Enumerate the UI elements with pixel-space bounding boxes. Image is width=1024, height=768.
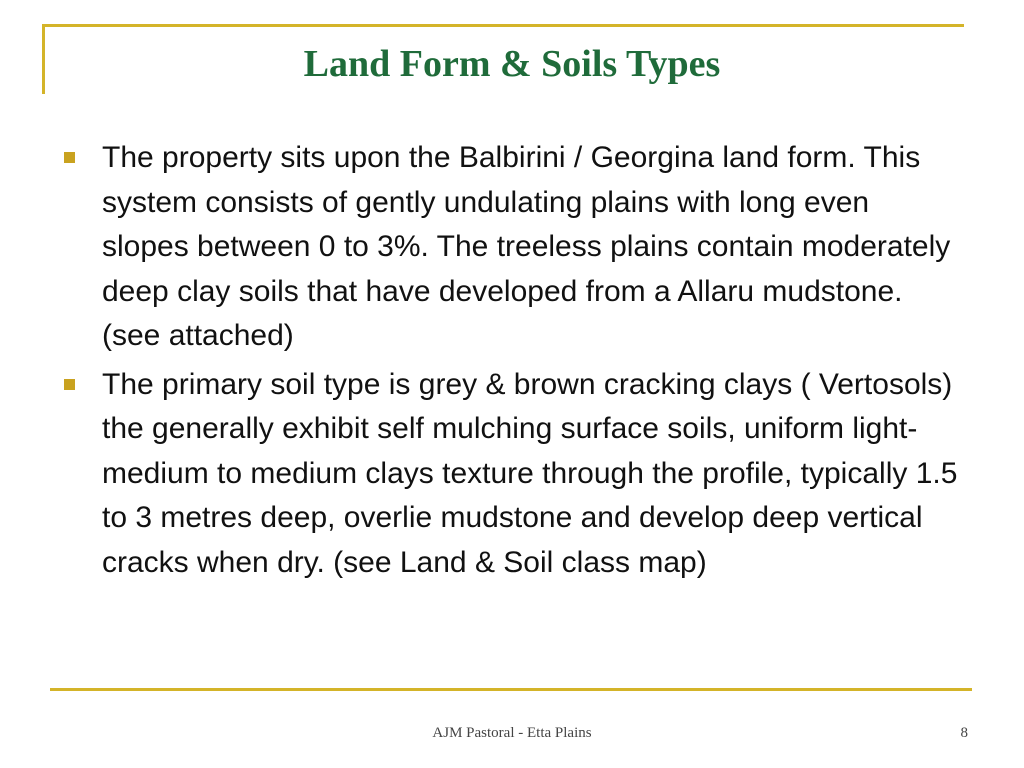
page-number: 8 bbox=[960, 725, 968, 741]
bottom-rule bbox=[50, 688, 972, 691]
bullet-item-soil-type bbox=[60, 363, 960, 586]
bullet-text: The primary soil type is grey & brown cracking clays ( Vertosols) the generally exhibit self mulching surface soils, uniform light-medium to medium clays texture through the profile, typically 1.5 to 3 metres deep, overlie mudstone and develop deep vertical cracks when dry. (see Land & Soil class map) bbox=[102, 367, 958, 579]
square-bullet-icon bbox=[64, 152, 75, 163]
slide-title: Land Form & Soils Types bbox=[303, 43, 721, 85]
square-bullet-icon bbox=[64, 379, 75, 390]
top-rule bbox=[42, 24, 964, 27]
footer-text: AJM Pastoral - Etta Plains bbox=[432, 725, 592, 741]
bullet-text: The property sits upon the Balbirini / Georgina land form. This system consists of gently undulating plains with long even slopes between 0 to 3%. The treeless plains contain moderately deep clay soils that have developed from a Allaru mudstone. (see attached) bbox=[102, 141, 951, 352]
bullet-item-landform bbox=[60, 136, 960, 359]
bullet-list bbox=[60, 136, 960, 589]
